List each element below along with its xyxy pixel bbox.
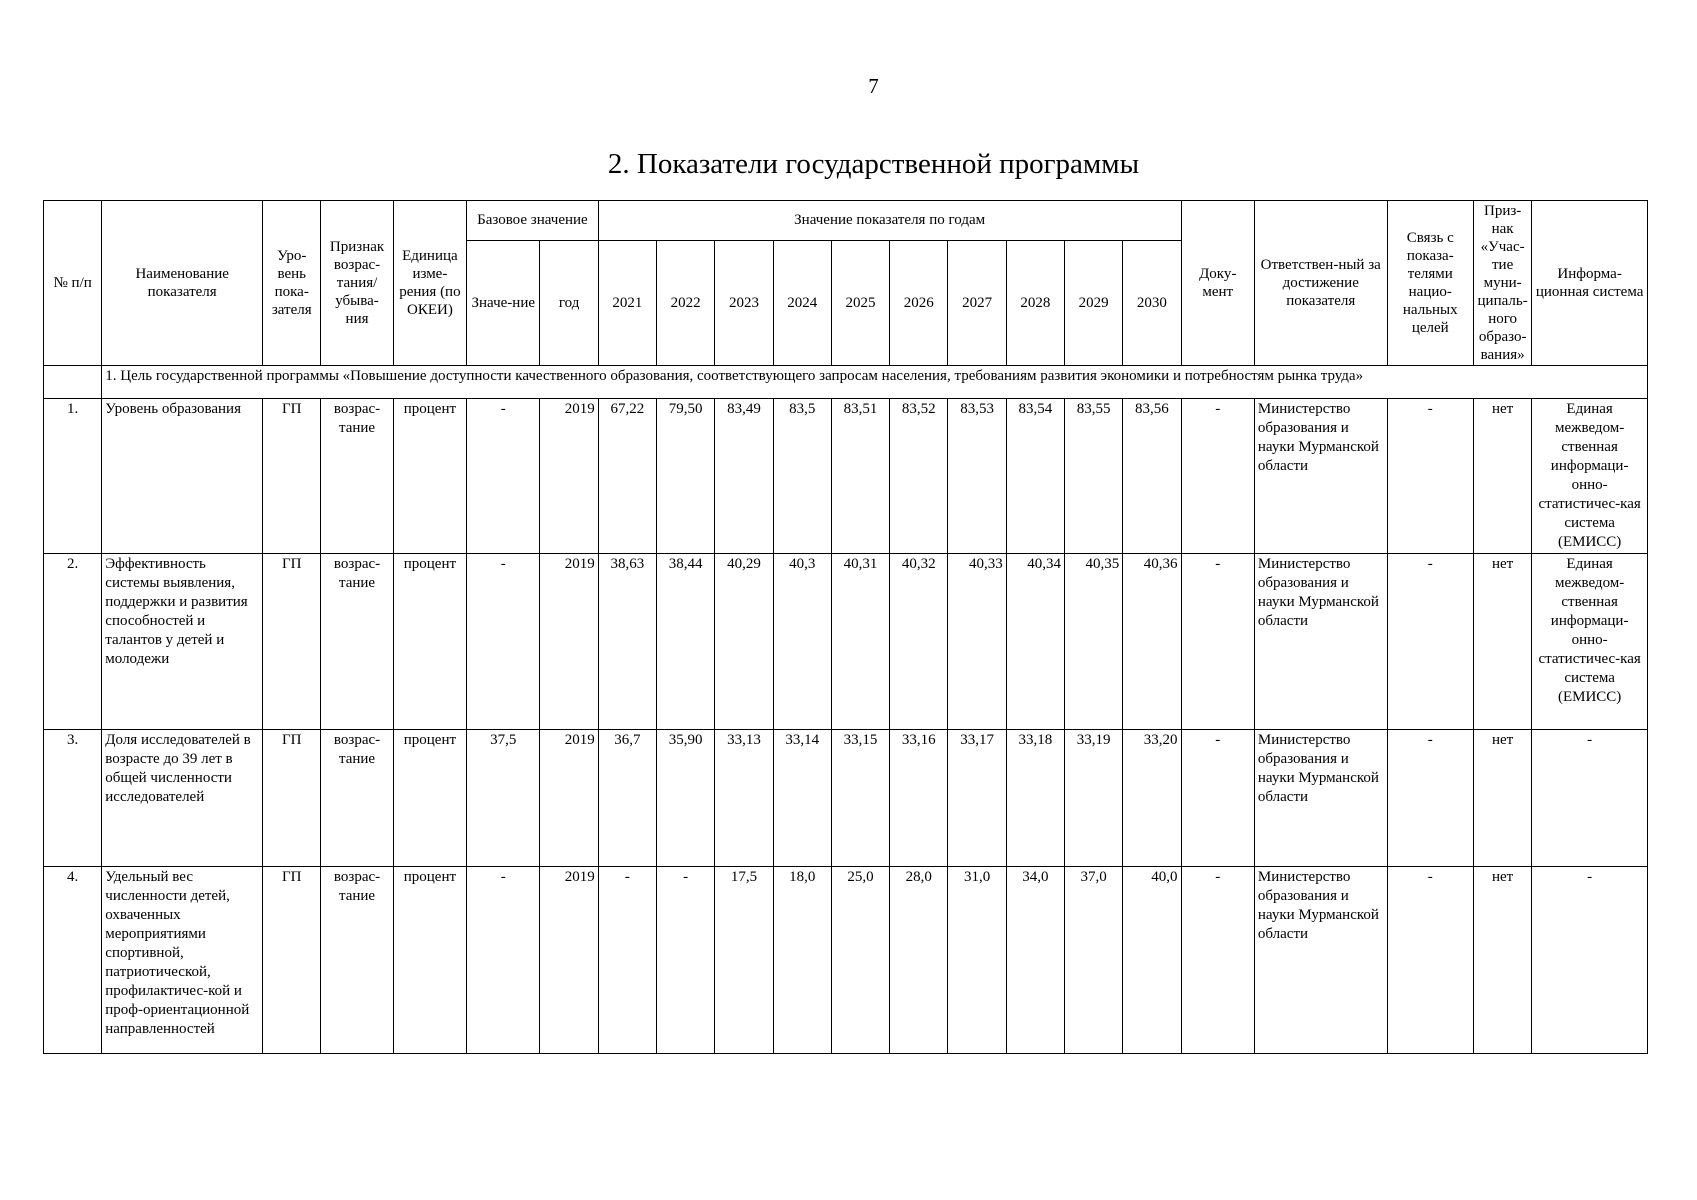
row-base-year: 2019 <box>540 399 598 554</box>
row-value: 83,54 <box>1006 399 1064 554</box>
row-municipal: нет <box>1473 554 1531 730</box>
row-value: 40,35 <box>1064 554 1122 730</box>
header-responsible: Ответствен-ный за достижение показателя <box>1254 201 1387 366</box>
header-year: 2026 <box>890 240 948 365</box>
row-base-value: - <box>467 554 540 730</box>
row-responsible: Министерство образования и науки Мурманской области <box>1254 730 1387 867</box>
row-value: 67,22 <box>598 399 656 554</box>
row-info-system: - <box>1532 867 1648 1054</box>
row-unit: процент <box>393 730 466 867</box>
row-num: 2. <box>44 554 102 730</box>
row-national-link: - <box>1387 554 1473 730</box>
row-name: Эффективность системы выявления, поддержки и развития способностей и талантов у детей и молодежи <box>102 554 263 730</box>
goal-num-cell <box>44 366 102 399</box>
table-row <box>44 867 1648 1054</box>
row-value: 40,34 <box>1006 554 1064 730</box>
header-year: 2030 <box>1123 240 1181 365</box>
row-value: 31,0 <box>948 867 1006 1054</box>
row-national-link: - <box>1387 730 1473 867</box>
row-value: 33,19 <box>1064 730 1122 867</box>
header-base-value: Значе-ние <box>467 240 540 365</box>
row-value: 40,31 <box>831 554 889 730</box>
goal-row <box>44 366 1648 399</box>
row-value: 33,13 <box>715 730 773 867</box>
row-value: 83,5 <box>773 399 831 554</box>
row-municipal: нет <box>1473 730 1531 867</box>
row-unit: процент <box>393 399 466 554</box>
header-unit: Единица изме-рения (по ОКЕИ) <box>393 201 466 366</box>
row-municipal: нет <box>1473 867 1531 1054</box>
table-row <box>44 730 1648 867</box>
row-value: 38,44 <box>657 554 715 730</box>
row-value: 40,29 <box>715 554 773 730</box>
row-value: 40,3 <box>773 554 831 730</box>
row-num: 4. <box>44 867 102 1054</box>
row-value: 38,63 <box>598 554 656 730</box>
header-document: Доку-мент <box>1181 201 1254 366</box>
row-value: 83,55 <box>1064 399 1122 554</box>
row-level: ГП <box>263 867 321 1054</box>
row-value: 17,5 <box>715 867 773 1054</box>
row-info-system: - <box>1532 730 1648 867</box>
row-level: ГП <box>263 730 321 867</box>
row-trend: возрас-тание <box>321 399 393 554</box>
row-value: 33,16 <box>890 730 948 867</box>
row-value: - <box>598 867 656 1054</box>
row-value: 33,15 <box>831 730 889 867</box>
header-row-1 <box>44 201 1648 241</box>
header-info-system: Информа-ционная система <box>1532 201 1648 366</box>
row-value: 37,0 <box>1064 867 1122 1054</box>
row-base-value: - <box>467 399 540 554</box>
header-year: 2025 <box>831 240 889 365</box>
row-national-link: - <box>1387 867 1473 1054</box>
row-base-value: 37,5 <box>467 730 540 867</box>
row-num: 1. <box>44 399 102 554</box>
row-name: Уровень образования <box>102 399 263 554</box>
page-number: 7 <box>868 74 879 98</box>
row-info-system: Единая межведом-ственная информаци-онно-статистичес-кая система (ЕМИСС) <box>1532 554 1648 730</box>
goal-text: 1. Цель государственной программы «Повышение доступности качественного образования, соответствующего запросам населения, требованиям развития экономики и потребностям рынка труда» <box>102 366 1648 399</box>
header-trend: Признак возрас-тания/ убыва-ния <box>321 201 393 366</box>
row-value: 83,49 <box>715 399 773 554</box>
row-trend: возрас-тание <box>321 730 393 867</box>
header-year: 2023 <box>715 240 773 365</box>
row-value: 33,17 <box>948 730 1006 867</box>
row-value: 83,53 <box>948 399 1006 554</box>
row-trend: возрас-тание <box>321 554 393 730</box>
row-value: 40,0 <box>1123 867 1181 1054</box>
row-base-year: 2019 <box>540 554 598 730</box>
row-value: 34,0 <box>1006 867 1064 1054</box>
header-year: 2027 <box>948 240 1006 365</box>
table-row <box>44 399 1648 554</box>
row-name: Удельный вес численности детей, охваченных мероприятиями спортивной, патриотической, профилактичес-кой и проф-ориентационной направленностей <box>102 867 263 1054</box>
row-value: 33,18 <box>1006 730 1064 867</box>
row-value: 40,33 <box>948 554 1006 730</box>
header-year: 2028 <box>1006 240 1064 365</box>
header-years-group: Значение показателя по годам <box>598 201 1181 241</box>
row-responsible: Министерство образования и науки Мурманской области <box>1254 867 1387 1054</box>
row-value: 40,32 <box>890 554 948 730</box>
row-info-system: Единая межведом-ственная информаци-онно-статистичес-кая система (ЕМИСС) <box>1532 399 1648 554</box>
row-value: 35,90 <box>657 730 715 867</box>
row-level: ГП <box>263 554 321 730</box>
header-year: 2024 <box>773 240 831 365</box>
row-value: 83,52 <box>890 399 948 554</box>
row-base-year: 2019 <box>540 730 598 867</box>
header-base-group: Базовое значение <box>467 201 599 241</box>
row-base-value: - <box>467 867 540 1054</box>
row-value: 33,14 <box>773 730 831 867</box>
row-document: - <box>1181 554 1254 730</box>
header-level: Уро-вень пока-зателя <box>263 201 321 366</box>
header-national-link: Связь с показа-телями нацио-нальных целей <box>1387 201 1473 366</box>
row-document: - <box>1181 730 1254 867</box>
row-level: ГП <box>263 399 321 554</box>
row-value: 18,0 <box>773 867 831 1054</box>
table-row <box>44 554 1648 730</box>
indicators-table <box>43 200 1648 1054</box>
row-value: - <box>657 867 715 1054</box>
header-base-year: год <box>540 240 598 365</box>
row-value: 33,20 <box>1123 730 1181 867</box>
row-value: 79,50 <box>657 399 715 554</box>
row-name: Доля исследователей в возрасте до 39 лет в общей численности исследователей <box>102 730 263 867</box>
header-year: 2021 <box>598 240 656 365</box>
header-num: № п/п <box>44 201 102 366</box>
row-unit: процент <box>393 867 466 1054</box>
page-title: 2. Показатели государственной программы <box>607 148 1140 180</box>
header-year: 2029 <box>1064 240 1122 365</box>
row-unit: процент <box>393 554 466 730</box>
row-num: 3. <box>44 730 102 867</box>
row-document: - <box>1181 867 1254 1054</box>
row-responsible: Министерство образования и науки Мурманской области <box>1254 399 1387 554</box>
row-base-year: 2019 <box>540 867 598 1054</box>
row-municipal: нет <box>1473 399 1531 554</box>
row-document: - <box>1181 399 1254 554</box>
header-name: Наименование показателя <box>102 201 263 366</box>
row-value: 25,0 <box>831 867 889 1054</box>
row-value: 36,7 <box>598 730 656 867</box>
row-value: 83,56 <box>1123 399 1181 554</box>
row-value: 28,0 <box>890 867 948 1054</box>
header-year: 2022 <box>657 240 715 365</box>
row-national-link: - <box>1387 399 1473 554</box>
header-municipal: Приз-нак «Учас-тие муни-ципаль-ного образо-вания» <box>1473 201 1531 366</box>
row-trend: возрас-тание <box>321 867 393 1054</box>
row-responsible: Министерство образования и науки Мурманской области <box>1254 554 1387 730</box>
row-value: 83,51 <box>831 399 889 554</box>
row-value: 40,36 <box>1123 554 1181 730</box>
